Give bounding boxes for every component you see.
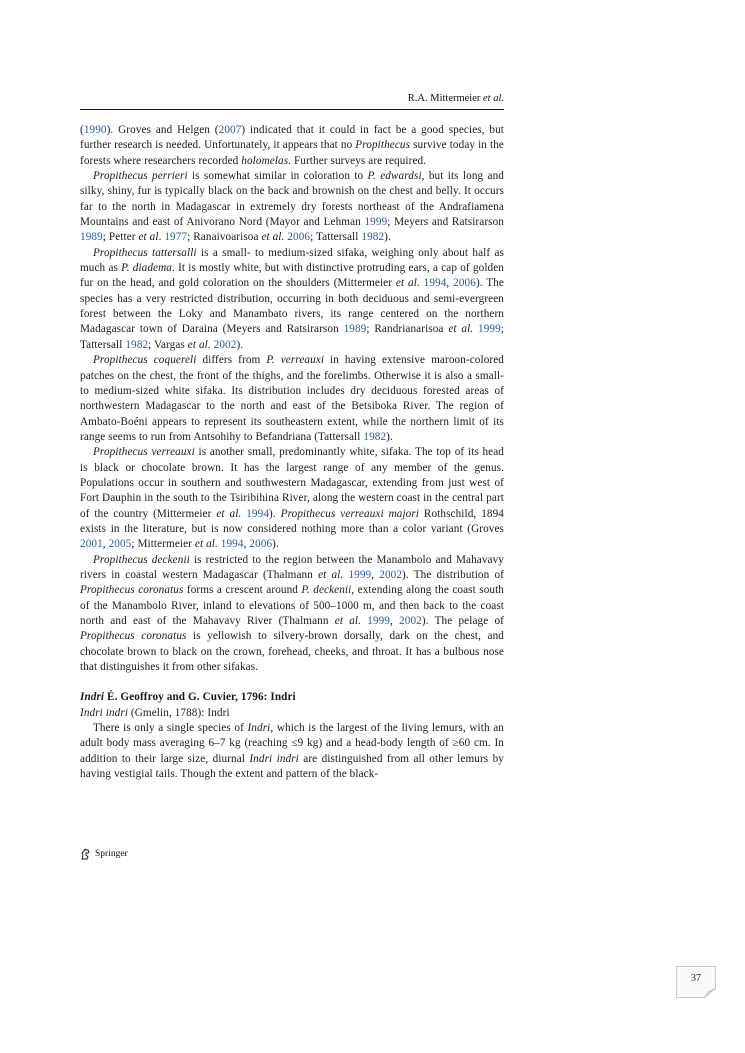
running-head (80, 93, 504, 104)
citation-link[interactable]: 1990 (83, 124, 107, 136)
citation-link[interactable]: 1994 (220, 538, 244, 551)
paragraph-verreauxi: Propithecus verreauxi is another small, predominantly white, sifaka. The top of its head is black or chocolate brown. It has the largest range of any member of the genus. Populations occur in southern and southwestern Madagascar, extending from just west of Fort Dauphin in the south to the Tsiribihina River, along the western coast in the central part of the country (Mittermeier et al. 1994). Propithecus verreauxi majori Rothschild, 1894 exists in the literature, but is now considered nothing more than a color variant (Groves 2001, 2005; Mittermeier et al. 1994, 2006). (80, 446, 504, 551)
body-text (80, 123, 504, 782)
citation-link[interactable]: 2002 (213, 338, 237, 351)
paragraph-perrieri: Propithecus perrieri is somewhat similar in coloration to P. edwardsi, but its long and silky, shiny, fur is typically black on the back and brownish on the chest and belly. It occurs far to the north in Madagascar in extremely dry forests northeast of the Andrafiamena Mountains and east of Anivorano Nord (Mayor and Lehman 1999; Meyers and Ratsirarson 1989; Petter et al. 1977; Ranaivoarisoa et al. 2006; Tattersall 1982). (80, 170, 504, 244)
species-subheading-indri: Indri indri (Gmelin, 1788): Indri (80, 706, 230, 719)
springer-logo (80, 848, 128, 860)
citation-link[interactable]: 2002 (379, 568, 403, 581)
citation-link[interactable]: 1982 (363, 430, 387, 443)
citation-link[interactable]: 1999 (364, 216, 388, 229)
citation-link[interactable]: 1989 (80, 231, 103, 244)
citation-link[interactable]: 1999 (367, 615, 390, 627)
page-number-box (676, 966, 716, 998)
paragraph-deckenii: Propithecus deckenii is restricted to the region between the Manambolo and Mahavavy rivers in coastal western Madagascar (Thalmann et al. 1999, 2002). The distribution of Propithecus coronatus forms a crescent around P. deckenii, extending along the coast south of the Manambolo River, inland to elevations of 500–1000 m, and then back to the coast north and east of the Mahavavy River (Thalmann et al. 1999, 2002). The pelage of Propithecus coronatus is yellowish to silvery-brown dorsally, dark on the chest, and chocolate brown to black on the crown, forehead, cheeks, and throat. It has a bulbous nose that distinguishes it from other sifakas. (80, 553, 504, 674)
citation-link[interactable]: 1994 (246, 507, 270, 520)
springer-horse-icon (80, 848, 92, 860)
paragraph-holomelas: (1990). Groves and Helgen (2007) indicated that it could in fact be a good species, but further research is needed. Unfortunately, it appears that no Propithecus survive today in the forests where researchers recorded holomelas. Further surveys are required. (80, 124, 505, 167)
running-head-etal: et al. (483, 93, 504, 104)
page-curl-icon (704, 988, 716, 998)
springer-wordmark: Springer (95, 849, 128, 859)
citation-link[interactable]: 1982 (125, 338, 149, 351)
citation-link[interactable]: 1977 (164, 231, 188, 244)
citation-link[interactable]: 1994 (423, 277, 447, 290)
citation-link[interactable]: 2006 (287, 231, 311, 244)
citation-link[interactable]: 1982 (361, 231, 385, 244)
paragraph-tattersalli: Propithecus tattersalli is a small- to medium-sized sifaka, weighing only about half as much as P. diadema. It is mostly white, but with distinctive protruding ears, a cap of golden fur on the head, and gold coloration on the shoulders (Mittermeier et al. 1994, 2006). The species has a very restricted distribution, occurring in both deciduous and semi-evergreen forest between the Loky and Manambato rivers, its range centered on the northern Madagascar town of Daraina (Meyers and Ratsirarson 1989; Randrianarisoa et al. 1999; Tattersall 1982; Vargas et al. 2002). (80, 246, 505, 351)
citation-link[interactable]: 2006 (453, 277, 476, 290)
citation-link[interactable]: 1999 (478, 323, 501, 336)
citation-link[interactable]: 2001 (80, 538, 103, 551)
header-rule (80, 109, 504, 110)
running-head-author: R.A. Mittermeier (407, 93, 481, 104)
citation-link[interactable]: 2005 (108, 538, 132, 551)
page-number: 37 (691, 973, 701, 984)
citation-link[interactable]: 2002 (399, 615, 422, 627)
section-heading-indri: Indri É. Geoffroy and G. Cuvier, 1796: Indri (80, 691, 296, 704)
citation-link[interactable]: 2006 (249, 538, 273, 551)
paragraph-indri: There is only a single species of Indri, which is the largest of the living lemurs, with an adult body mass averaging 6–7 kg (reaching ≤9 kg) and a head-body length of ≥60 cm. In addition to their large size, diurnal Indri indri are distinguished from all other lemurs by having vestigial tails. Though the extent and pattern of the black- (80, 722, 504, 781)
citation-link[interactable]: 1999 (348, 568, 372, 581)
citation-link[interactable]: 2007 (218, 124, 242, 136)
paragraph-coquereli: Propithecus coquereli differs from P. verreauxi in having extensive maroon-colored patches on the chest, the front of the thighs, and the forelimbs. Otherwise it is also a small- to medium-sized white sifaka. Its distribution includes dry deciduous forested areas of northwestern Madagascar to the north and east of the Betsiboka River. The region of Ambato-Boéni appears to represent its southeastern extent, while the northern limit of its range seems to run from Antsohihy to Befandriana (Tattersall 1982). (80, 354, 504, 443)
citation-link[interactable]: 1989 (343, 323, 367, 336)
